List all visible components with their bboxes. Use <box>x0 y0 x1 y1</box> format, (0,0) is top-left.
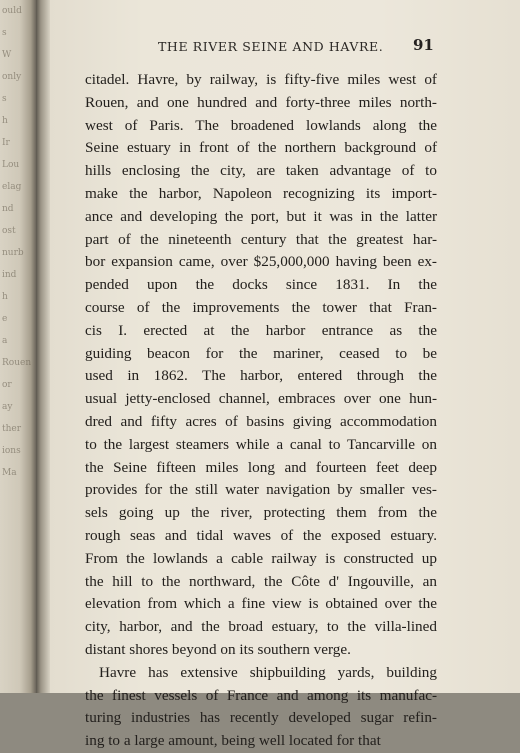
left-page-text-fragments <box>2 0 32 693</box>
text-line: west of Paris. The broadened lowlands along the <box>85 116 437 134</box>
text-line: Rouen, and one hundred and forty-three miles north- <box>85 93 437 111</box>
left-page-fragment: s <box>2 94 7 104</box>
left-page-fragment: ind <box>2 270 17 280</box>
text-line: used in 1862. The harbor, entered through the <box>85 367 437 385</box>
running-head: THE RIVER SEINE AND HAVRE. <box>158 39 384 54</box>
text-line: guiding beacon for the mariner, ceased to be <box>85 344 437 362</box>
text-line: to the largest steamers while a canal to Tancarville on <box>85 435 437 453</box>
text-line: rough seas and tidal waves of the exposed estuary. <box>85 526 437 544</box>
text-line: turing industries has recently developed sugar refin- <box>85 709 437 727</box>
book-gutter <box>36 0 50 693</box>
left-page-fragment: h <box>2 116 8 126</box>
left-page-fragment: nd <box>2 204 14 214</box>
page-header <box>50 36 520 58</box>
text-line: elevation from which a fine view is obtained over the <box>85 595 437 613</box>
left-page-fragment: or <box>2 380 12 390</box>
book-page <box>50 0 520 750</box>
left-page-fragment: Lou <box>2 160 20 170</box>
left-page-fragment: ions <box>2 446 21 456</box>
left-page-fragment: e <box>2 314 8 324</box>
text-line: From the lowlands a cable railway is constructed up <box>85 549 437 567</box>
text-line: ance and developing the port, but it was in the latter <box>85 207 437 225</box>
left-page-fragment: Ma <box>2 468 17 478</box>
text-line: citadel. Havre, by railway, is fifty-five miles west of <box>85 71 437 88</box>
adjacent-left-page <box>0 0 36 693</box>
left-page-fragment: elag <box>2 182 22 192</box>
left-page-fragment: s <box>2 28 7 38</box>
text-line: make the harbor, Napoleon recognizing its import- <box>85 184 437 202</box>
left-page-fragment: a <box>2 336 8 346</box>
text-line: the finest vessels of France and among its manufac- <box>85 686 437 704</box>
left-page-fragment: ould <box>2 6 22 16</box>
left-page-fragment: ost <box>2 226 16 236</box>
text-line: Havre has extensive shipbuilding yards, building <box>99 663 437 681</box>
left-page-fragment: ther <box>2 424 22 434</box>
text-line: Seine estuary in front of the northern background of <box>85 139 437 157</box>
text-line: usual jetty-enclosed channel, embraces over one hun- <box>85 390 437 408</box>
text-line: pended upon the docks since 1831. In the <box>85 276 437 294</box>
page-number: 91 <box>413 36 434 54</box>
text-line: the Seine fifteen miles long and fourteen feet deep <box>85 458 437 476</box>
left-page-fragment: Ir <box>2 138 10 148</box>
body-text <box>85 69 437 753</box>
left-page-fragment: only <box>2 72 22 82</box>
text-line: dred and fifty acres of basins giving accommodation <box>85 412 437 430</box>
text-line: ing to a large amount, being well located for that <box>85 732 381 750</box>
text-line: distant shores beyond on its southern verge. <box>85 640 351 658</box>
text-line: course of the improvements the tower that Fran- <box>85 298 437 316</box>
left-page-fragment: Rouen <box>2 358 32 368</box>
left-page-fragment: ay <box>2 402 13 412</box>
text-line: the hill to the northward, the Côte d' Ingouville, an <box>85 572 437 590</box>
text-line: cis I. erected at the harbor entrance as the <box>85 321 437 339</box>
text-line: provides for the still water navigation by smaller ves- <box>85 481 437 499</box>
text-line: sels going up the river, protecting them from the <box>85 504 437 522</box>
left-page-fragment: W <box>2 50 12 60</box>
text-line: city, harbor, and the broad estuary, to the villa-lined <box>85 618 437 636</box>
text-line: bor expansion came, over $25,000,000 having been ex- <box>85 253 437 271</box>
text-line: part of the nineteenth century that the greatest har- <box>85 230 437 248</box>
left-page-fragment: h <box>2 292 8 302</box>
text-line: hills enclosing the city, are taken advantage of to <box>85 162 437 180</box>
left-page-fragment: nurb <box>2 248 24 258</box>
